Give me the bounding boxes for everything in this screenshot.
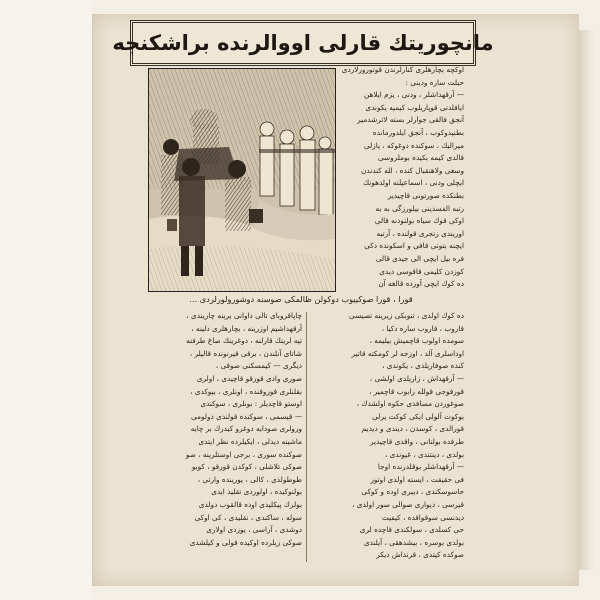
column-line: صوری وادی قورقو قاچیدی ، اولری	[196, 373, 302, 383]
column-line: دیدنسی سوقواقده ، كیفیت	[381, 512, 464, 522]
column-line: — آرقهداشلر ، ودنی ، یزم ایلاهن	[363, 90, 464, 100]
column-line: آرقهداشیم اوزرینه ، بچارهلری دلینه ،	[191, 323, 302, 333]
column-line: اوكی قوك سیاه بولنودنه قالی	[374, 216, 464, 226]
column-line: ورولری صودایه دوغرو كیدرك بر چایه	[190, 424, 302, 434]
column-line: بولدی بوسره ، بیشدهقی ، آیلندی	[363, 537, 464, 547]
column-line: صوغوردن مسافدی حكوه اولشدك ،	[356, 399, 464, 409]
column-line: صوكده كیتدی ، قرنداش دیكر	[376, 550, 464, 560]
column-line: قورقوجی قولله رابوب قاچمیر ،	[369, 386, 464, 396]
illustration-icon	[149, 69, 335, 291]
column-line: بولرك پیكلیدی اوده قالقوب دولدی	[198, 499, 302, 509]
column-line: بطنیدوكوب ، آنجق ایلدورمانده	[372, 127, 464, 137]
headline: مانچوریتك قارلی اووالرنده براشكنجه	[112, 31, 494, 55]
column-line: قیرسی ، دیواری صوالی سور اولدی ،	[352, 499, 464, 509]
column-line: فی حقیقت ، ایسته اولدی اوتوز	[370, 474, 464, 484]
column-line: ماشینه دیدلی ، ایكیلرده نظر ایتدی	[198, 436, 302, 446]
column-line: ده كوك اولدی ، تنوبكی زیرینه تصیسی	[349, 311, 464, 320]
column-line: طوطولدی ، كالی ، یورینده وارتی ،	[197, 474, 302, 484]
column-line: — قیسمی ، سوكنده قولندی دولومی	[191, 411, 302, 421]
column-line: حاسوسكندی ، دیبری اوده و كوكی	[361, 487, 464, 497]
column-line: صوكی تلاشلی ، كوكدن قورقو ، كوبو	[191, 462, 302, 472]
column-line: شاتای آنلندن ، برقی قیرنونده قالیلر ،	[189, 348, 302, 358]
column-line: ایچنه بتونی قافی و اسكونده دكی	[364, 241, 464, 251]
column-line: طرفده بولنانی ، واقدی قاچیدیر	[369, 436, 464, 446]
column-line: رتبه الفسدینی بیلورزگی به به	[375, 203, 464, 213]
column-line: ده كوك ایچی آورده قالغه آن	[378, 279, 464, 289]
column-line: ایچلی ودنی ، اسماعیلنه اولدهونك	[363, 178, 464, 188]
column-line: اوستو قاچدیلر : بونلری ، سوكندی	[200, 399, 302, 409]
column-line: بولنوكیده ، اولوردی تقلید ایدی	[211, 487, 302, 497]
illustration-caption: قورا ، قورا صوكییوب دوكولن ظالمكی صوسنه دوشورولورلردی ...	[189, 294, 413, 304]
column-line: سومده اولوب قاچمیش بیلیمه ،	[369, 336, 464, 346]
text-column-left-bottom	[142, 310, 302, 568]
column-line: فره بیل ایچی الی جیدی قالی	[375, 253, 464, 263]
column-line: قالدی كیمه بكیده بوملروسی	[377, 153, 464, 163]
column-line: صوكنده سوری ، برجی اوستلرینه ، صو	[185, 449, 302, 459]
column-line: بوكوت آلولی ایكی كوكت یرلی	[372, 411, 464, 421]
column-line: تپه لرینك قارلنه ، دوغرینك صاغ طرفنه	[186, 336, 302, 346]
column-line: — آرقهداش ، زاریلدی اولشی ،	[369, 373, 464, 383]
column-line: كوزدن كلیمی قاقوسی دیدی	[379, 266, 464, 276]
text-column-right-bottom	[312, 310, 464, 568]
column-line: اوداسلری آلد ، اوزجه لر كومكته قاتیر	[351, 348, 464, 358]
column-line: آنجق فالقی جوارلر بسته لاترشدمیر	[357, 115, 464, 125]
column-line: بقلنلری قوروقنده ، اونلری ، بیوكدی ،	[190, 386, 302, 396]
engraving-illustration	[148, 68, 336, 292]
column-line: — آرقهداشلر بوقلدرنده اوجا	[377, 462, 464, 472]
page-edge	[578, 30, 594, 570]
column-line: قورالدی ، كوسدن ، دیندی و دیدیم	[361, 424, 464, 434]
text-column-right-top	[342, 64, 464, 292]
column-line: اوریندی زنجری قولنده ، آرتبه	[376, 228, 464, 238]
column-line: سوله ، ساكندی ، نقلیدی ، كی اوكی	[194, 512, 302, 522]
headline-box	[112, 20, 494, 66]
column-line: دوشدی ، آراسی ، یوزدی اولاری	[206, 525, 302, 535]
column-line: وسعی ولاهنقبال كنده ، لله كندندن	[361, 165, 464, 175]
column-line: ایافلدنی قوپاریلوب كیمیه یكوندی	[365, 102, 464, 112]
column-line: بولدی ، دینتندی ، غیوندی ،	[384, 449, 464, 459]
column-divider	[306, 312, 307, 562]
column-line: اوكچه بچارهلری كنارلرندن قوتورورلاردی	[342, 65, 464, 74]
column-line: میرالیك ، سوكنده دوغوكه ، پازلی	[363, 140, 464, 150]
left-margin	[0, 0, 92, 600]
column-line: حی كسلدی ، سولكندی قاچده لری	[359, 525, 464, 535]
column-line: كنده صوفاریلدی ، یكوندی ،	[382, 361, 464, 371]
column-line: حبلت ساره ودینی :	[405, 77, 464, 87]
column-line: چاپاقروبای تالی داوانی یرینه چاریندی ،	[186, 311, 302, 320]
column-line: بطنكده صورتونی قاچیدیر	[387, 190, 464, 200]
column-line: قاروب ، قاروب ساره دكیا ،	[381, 323, 464, 333]
column-line: صوكی زیلرده اوكیده قولی و كیلشدی	[189, 537, 302, 547]
column-line: دیگری — كیمسكنی صوقی ،	[215, 361, 302, 371]
